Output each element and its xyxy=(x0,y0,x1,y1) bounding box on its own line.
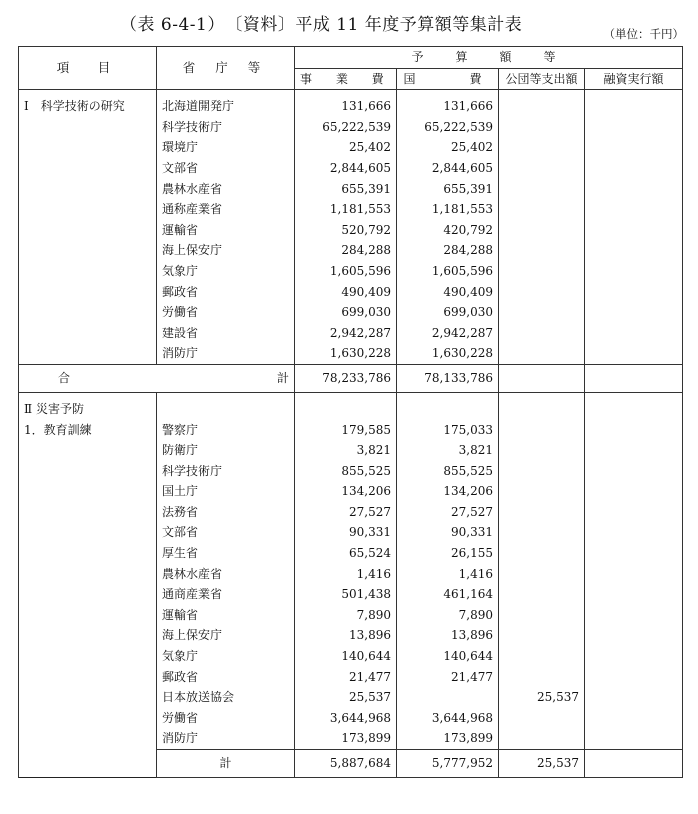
public-corp-amount xyxy=(499,199,585,220)
item-cell xyxy=(19,323,157,344)
loan-amount xyxy=(585,240,683,261)
item-cell xyxy=(19,220,157,241)
item-cell xyxy=(19,117,157,138)
item-cell xyxy=(19,302,157,323)
national-cost: 490,409 xyxy=(397,282,499,303)
header-ministry: 省 庁 等 xyxy=(157,47,295,90)
national-cost: 90,331 xyxy=(397,522,499,543)
unit-label: （単位：千円） xyxy=(603,27,684,41)
table-row xyxy=(19,420,683,441)
empty-cell xyxy=(295,399,397,420)
empty-cell xyxy=(499,399,585,420)
project-cost: 25,537 xyxy=(295,687,397,708)
table-row xyxy=(19,564,683,585)
project-cost: 27,527 xyxy=(295,502,397,523)
national-cost: 21,477 xyxy=(397,667,499,688)
ministry-name: 労働省 xyxy=(157,302,295,323)
ministry-name: 厚生省 xyxy=(157,543,295,564)
table-row xyxy=(19,687,683,708)
project-cost: 173,899 xyxy=(295,728,397,749)
table-title: （表 6-4-1） 〔資料〕平成 11 年度予算額等集計表 xyxy=(120,15,523,35)
table-row xyxy=(19,158,683,179)
public-corp-amount xyxy=(499,282,585,303)
national-cost: 655,391 xyxy=(397,179,499,200)
item-cell xyxy=(19,708,157,729)
national-cost xyxy=(397,687,499,708)
ministry-name: 郵政省 xyxy=(157,667,295,688)
table-row xyxy=(19,625,683,646)
public-corp-amount xyxy=(499,605,585,626)
project-cost: 284,288 xyxy=(295,240,397,261)
table-row xyxy=(19,461,683,482)
table-row xyxy=(19,502,683,523)
item-cell xyxy=(19,199,157,220)
public-corp-amount xyxy=(499,420,585,441)
loan-amount xyxy=(585,687,683,708)
project-cost: 179,585 xyxy=(295,420,397,441)
project-cost: 490,409 xyxy=(295,282,397,303)
item-cell xyxy=(19,564,157,585)
project-cost: 3,644,968 xyxy=(295,708,397,729)
project-cost: 3,821 xyxy=(295,440,397,461)
national-cost: 420,792 xyxy=(397,220,499,241)
national-cost: 7,890 xyxy=(397,605,499,626)
national-cost: 26,155 xyxy=(397,543,499,564)
public-corp-amount xyxy=(499,708,585,729)
national-cost: 3,821 xyxy=(397,440,499,461)
loan-amount xyxy=(585,667,683,688)
section-title-row xyxy=(19,399,683,420)
item-cell xyxy=(19,240,157,261)
public-corp-amount xyxy=(499,522,585,543)
ministry-name: 消防庁 xyxy=(157,728,295,749)
public-corp-amount xyxy=(499,240,585,261)
national-cost: 1,630,228 xyxy=(397,343,499,364)
ministry-name: 労働省 xyxy=(157,708,295,729)
project-cost: 655,391 xyxy=(295,179,397,200)
subtotal-label: 計 xyxy=(157,750,295,778)
ministry-name: 日本放送協会 xyxy=(157,687,295,708)
table-row xyxy=(19,261,683,282)
ministry-name: 防衛庁 xyxy=(157,440,295,461)
project-cost: 2,942,287 xyxy=(295,323,397,344)
national-cost: 175,033 xyxy=(397,420,499,441)
ministry-name: 建設省 xyxy=(157,323,295,344)
public-corp-amount xyxy=(499,137,585,158)
item-cell xyxy=(19,667,157,688)
loan-amount xyxy=(585,584,683,605)
project-cost: 520,792 xyxy=(295,220,397,241)
table-row xyxy=(19,199,683,220)
ministry-name: 消防庁 xyxy=(157,343,295,364)
item-cell xyxy=(19,261,157,282)
table-row xyxy=(19,667,683,688)
subsection-title: 1．教育訓練 xyxy=(19,420,157,441)
header-item: 項 目 xyxy=(19,47,157,90)
public-corp-amount xyxy=(499,96,585,117)
loan-amount xyxy=(585,261,683,282)
ministry-name: 通称産業省 xyxy=(157,199,295,220)
item-cell xyxy=(19,137,157,158)
public-corp-amount xyxy=(499,543,585,564)
table-row xyxy=(19,96,683,117)
public-corp-amount xyxy=(499,440,585,461)
section-science-total xyxy=(19,364,683,392)
public-corp-amount xyxy=(499,564,585,585)
ministry-name: 文部省 xyxy=(157,522,295,543)
public-corp-amount xyxy=(499,625,585,646)
table-row xyxy=(19,605,683,626)
ministry-name: 気象庁 xyxy=(157,261,295,282)
ministry-name: 法務省 xyxy=(157,502,295,523)
ministry-name: 運輸省 xyxy=(157,220,295,241)
table-row xyxy=(19,240,683,261)
header-project-cost: 事 業 費 xyxy=(295,68,397,90)
table-row xyxy=(19,302,683,323)
loan-amount xyxy=(585,137,683,158)
empty-cell xyxy=(397,399,499,420)
subtotal-row xyxy=(19,750,683,778)
item-cell xyxy=(19,605,157,626)
national-cost: 699,030 xyxy=(397,302,499,323)
loan-amount xyxy=(585,625,683,646)
header-loan: 融資実行額 xyxy=(585,68,683,90)
project-cost: 25,402 xyxy=(295,137,397,158)
national-cost: 173,899 xyxy=(397,728,499,749)
section-training-subtotal xyxy=(19,750,683,778)
project-cost: 65,222,539 xyxy=(295,117,397,138)
ministry-name: 北海道開発庁 xyxy=(157,96,295,117)
table-row xyxy=(19,179,683,200)
empty-cell xyxy=(157,399,295,420)
item-cell xyxy=(19,461,157,482)
total-row xyxy=(19,364,683,392)
table-header xyxy=(19,47,683,90)
loan-amount xyxy=(585,440,683,461)
item-cell xyxy=(19,584,157,605)
item-cell xyxy=(19,440,157,461)
item-cell xyxy=(19,343,157,364)
subtotal-public-corp: 25,537 xyxy=(499,750,585,778)
project-cost: 65,524 xyxy=(295,543,397,564)
national-cost: 25,402 xyxy=(397,137,499,158)
loan-amount xyxy=(585,564,683,585)
loan-amount xyxy=(585,117,683,138)
project-cost: 7,890 xyxy=(295,605,397,626)
public-corp-amount xyxy=(499,261,585,282)
loan-amount xyxy=(585,199,683,220)
national-cost: 131,666 xyxy=(397,96,499,117)
project-cost: 2,844,605 xyxy=(295,158,397,179)
loan-amount xyxy=(585,543,683,564)
ministry-name: 気象庁 xyxy=(157,646,295,667)
table-row xyxy=(19,522,683,543)
public-corp-amount: 25,537 xyxy=(499,687,585,708)
loan-amount xyxy=(585,96,683,117)
empty-cell xyxy=(585,399,683,420)
ministry-name: 海上保安庁 xyxy=(157,240,295,261)
header-national-cost: 国 費 xyxy=(397,68,499,90)
section-disaster-prevention xyxy=(19,392,683,749)
loan-amount xyxy=(585,605,683,626)
ministry-name: 環境庁 xyxy=(157,137,295,158)
subtotal-national-cost: 5,777,952 xyxy=(397,750,499,778)
table-row xyxy=(19,440,683,461)
header-budget-group: 予 算 額 等 xyxy=(295,47,683,69)
ministry-name: 農林水産省 xyxy=(157,564,295,585)
total-label-left: 合 xyxy=(58,370,71,385)
loan-amount xyxy=(585,646,683,667)
ministry-name: 農林水産省 xyxy=(157,179,295,200)
public-corp-amount xyxy=(499,302,585,323)
public-corp-amount xyxy=(499,323,585,344)
public-corp-amount xyxy=(499,481,585,502)
project-cost: 1,605,596 xyxy=(295,261,397,282)
item-cell xyxy=(19,728,157,749)
project-cost: 855,525 xyxy=(295,461,397,482)
national-cost: 2,942,287 xyxy=(397,323,499,344)
public-corp-amount xyxy=(499,584,585,605)
public-corp-amount xyxy=(499,179,585,200)
item-cell xyxy=(19,625,157,646)
national-cost: 1,416 xyxy=(397,564,499,585)
national-cost: 2,844,605 xyxy=(397,158,499,179)
project-cost: 501,438 xyxy=(295,584,397,605)
national-cost: 65,222,539 xyxy=(397,117,499,138)
header-public-corp: 公団等支出額 xyxy=(499,68,585,90)
public-corp-amount xyxy=(499,502,585,523)
loan-amount xyxy=(585,220,683,241)
ministry-name: 文部省 xyxy=(157,158,295,179)
table-row xyxy=(19,708,683,729)
project-cost: 699,030 xyxy=(295,302,397,323)
ministry-name: 運輸省 xyxy=(157,605,295,626)
public-corp-amount xyxy=(499,343,585,364)
loan-amount xyxy=(585,420,683,441)
ministry-name: 警察庁 xyxy=(157,420,295,441)
section-title: Ⅰ 科学技術の研究 xyxy=(19,96,157,117)
ministry-name: 通商産業省 xyxy=(157,584,295,605)
national-cost: 1,605,596 xyxy=(397,261,499,282)
item-cell xyxy=(19,646,157,667)
public-corp-amount xyxy=(499,461,585,482)
table-row xyxy=(19,282,683,303)
national-cost: 134,206 xyxy=(397,481,499,502)
table-row xyxy=(19,481,683,502)
loan-amount xyxy=(585,343,683,364)
table-row xyxy=(19,220,683,241)
ministry-name: 国土庁 xyxy=(157,481,295,502)
ministry-name: 科学技術庁 xyxy=(157,461,295,482)
item-cell xyxy=(19,687,157,708)
loan-amount xyxy=(585,158,683,179)
ministry-name: 科学技術庁 xyxy=(157,117,295,138)
loan-amount xyxy=(585,179,683,200)
section-science-research xyxy=(19,90,683,365)
total-national-cost: 78,133,786 xyxy=(397,364,499,392)
project-cost: 134,206 xyxy=(295,481,397,502)
loan-amount xyxy=(585,323,683,344)
table-row xyxy=(19,543,683,564)
project-cost: 13,896 xyxy=(295,625,397,646)
loan-amount xyxy=(585,708,683,729)
loan-amount xyxy=(585,302,683,323)
table-row xyxy=(19,584,683,605)
loan-amount xyxy=(585,502,683,523)
project-cost: 21,477 xyxy=(295,667,397,688)
table-row xyxy=(19,343,683,364)
loan-amount xyxy=(585,522,683,543)
project-cost: 140,644 xyxy=(295,646,397,667)
section-title: Ⅱ 災害予防 xyxy=(19,399,157,420)
total-label-right: 計 xyxy=(276,370,289,385)
project-cost: 1,416 xyxy=(295,564,397,585)
table-row xyxy=(19,646,683,667)
national-cost: 855,525 xyxy=(397,461,499,482)
loan-amount xyxy=(585,282,683,303)
national-cost: 27,527 xyxy=(397,502,499,523)
item-cell xyxy=(19,179,157,200)
loan-amount xyxy=(585,728,683,749)
table-row xyxy=(19,117,683,138)
public-corp-amount xyxy=(499,667,585,688)
public-corp-amount xyxy=(499,220,585,241)
national-cost: 13,896 xyxy=(397,625,499,646)
loan-amount xyxy=(585,461,683,482)
ministry-name: 海上保安庁 xyxy=(157,625,295,646)
item-cell xyxy=(19,158,157,179)
table-row xyxy=(19,137,683,158)
project-cost: 1,181,553 xyxy=(295,199,397,220)
table-row xyxy=(19,728,683,749)
item-cell xyxy=(19,543,157,564)
public-corp-amount xyxy=(499,728,585,749)
total-project-cost: 78,233,786 xyxy=(295,364,397,392)
table-row xyxy=(19,323,683,344)
budget-table xyxy=(18,46,683,778)
national-cost: 3,644,968 xyxy=(397,708,499,729)
public-corp-amount xyxy=(499,117,585,138)
national-cost: 461,164 xyxy=(397,584,499,605)
item-cell xyxy=(19,282,157,303)
public-corp-amount xyxy=(499,158,585,179)
national-cost: 284,288 xyxy=(397,240,499,261)
national-cost: 1,181,553 xyxy=(397,199,499,220)
item-cell xyxy=(19,522,157,543)
national-cost: 140,644 xyxy=(397,646,499,667)
project-cost: 90,331 xyxy=(295,522,397,543)
loan-amount xyxy=(585,481,683,502)
project-cost: 1,630,228 xyxy=(295,343,397,364)
ministry-name: 郵政省 xyxy=(157,282,295,303)
item-cell xyxy=(19,481,157,502)
public-corp-amount xyxy=(499,646,585,667)
item-cell xyxy=(19,502,157,523)
subtotal-project-cost: 5,887,684 xyxy=(295,750,397,778)
project-cost: 131,666 xyxy=(295,96,397,117)
